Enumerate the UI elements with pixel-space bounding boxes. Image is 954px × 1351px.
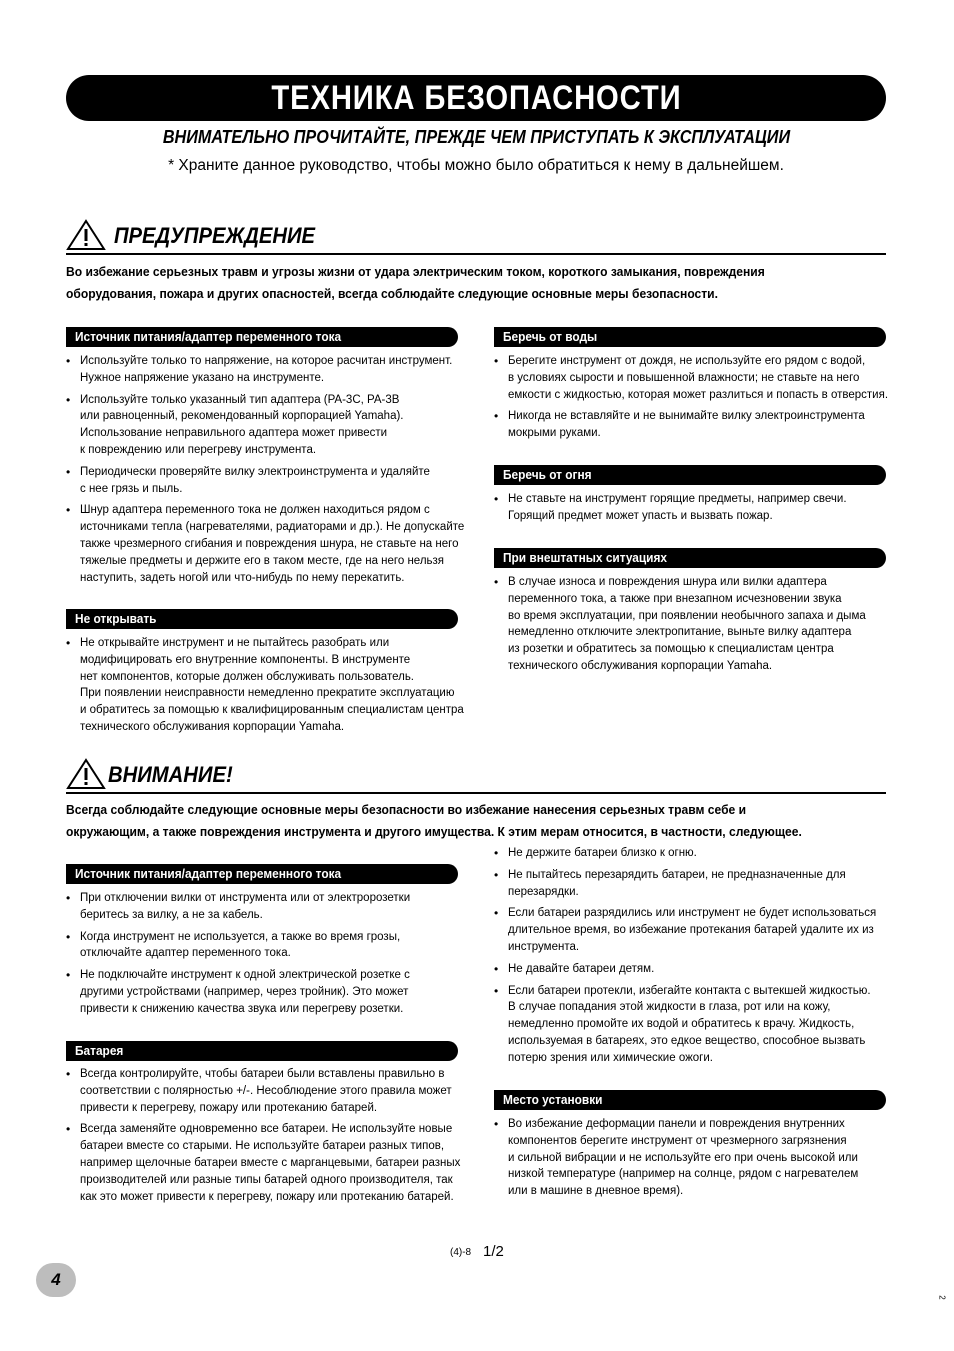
caution-location-title: Место установки	[494, 1090, 886, 1110]
caution-battery-title: Батарея	[66, 1041, 458, 1061]
caution-power-list	[66, 890, 466, 1023]
list-item: • Всегда заменяйте одновременно все батареи. Не используйте новые батареи вместе со старыми. Не используйте батареи разных типов, например щелочные батареи вместе с марганцевыми, батареи разных производителей или разные типы батарей одного производителя, так как это может привести к перегреву, пожару или протеканию батарей.	[66, 1121, 466, 1205]
list-item: • Шнур адаптера переменного тока не должен находиться рядом с источниками тепла (нагревателями, радиаторами и др.). Не допускайте также чрезмерного сгибания и повреждения шнура, не ставьте на него тяжелые предметы и держите его в таком месте, где на него нельзя наступить, задеть ногой или что-нибудь по нему перекатить.	[66, 502, 466, 586]
warning-fire-list	[494, 491, 894, 530]
warning-heading-label: ПРЕДУПРЕЖДЕНИЕ	[114, 223, 316, 248]
list-item: • Не давайте батареи детям.	[494, 961, 894, 978]
list-item: • Используйте только указанный тип адаптера (PA-3C, PA-3B или равноценный, рекомендованный корпорацией Yamaha). Использование неправильного адаптера может привести к повреждению или перегреву инструмента.	[66, 392, 466, 459]
caution-heading	[66, 758, 886, 794]
warning-emergency-list	[494, 574, 894, 680]
warning-water-title: Беречь от воды	[494, 327, 886, 347]
list-item: • Если батареи протекли, избегайте контакта с вытекшей жидкостью. В случае попадания этой жидкости в глаза, рот или на кожу, немедленно промойте их водой и обратитесь к врачу. Жидкость, используемая в батареях, это едкое вещество, способное вызвать потерю зрения или химические ожоги.	[494, 983, 894, 1067]
list-item: • Всегда контролируйте, чтобы батареи были вставлены правильно в соответствии с полярностью +/-. Несоблюдение этого правила может привести к перегреву, пожару или протеканию батарей.	[66, 1066, 466, 1116]
caution-heading-label: ВНИМАНИЕ!	[108, 762, 233, 787]
warning-emergency-title: При внештатных ситуациях	[494, 548, 886, 568]
list-item: • Берегите инструмент от дождя, не используйте его рядом с водой, в условиях сырости и повышенной влажности; не ставьте на него емкости с жидкостью, которая может разлиться и попасть в отверстия.	[494, 353, 894, 403]
list-item: • Не ставьте на инструмент горящие предметы, например свечи. Горящий предмет может упасть и вызвать пожар.	[494, 491, 894, 525]
warning-water-list	[494, 353, 894, 447]
keep-manual-note: * Храните данное руководство, чтобы можно было обратиться к нему в дальнейшем.	[168, 157, 784, 174]
list-item: • Не держите батареи близко к огню.	[494, 845, 894, 862]
doc-code: (4)-8	[450, 1247, 472, 1258]
page-number: 4	[36, 1263, 76, 1297]
caution-triangle-icon	[66, 758, 106, 790]
warning-fire-title: Беречь от огня	[494, 465, 886, 485]
list-item: • В случае износа и повреждения шнура или вилки адаптера переменного тока, а также при внезапном исчезновении звука во время эксплуатации, при появлении необычного запаха и дыма немедленно отключите электропитание, выньте вилку адаптера из розетки и обратитесь за помощью к специалистам центра технического обслуживания корпорации Yamaha.	[494, 574, 894, 675]
caution-intro: Всегда соблюдайте следующие основные меры безопасности во избежание нанесения серьезных травм себе и окружающим, а также повреждения инструмента и другого имущества. К этим мерам относится, в частности, следующее.	[66, 802, 802, 839]
caution-power-title: Источник питания/адаптер переменного тока	[66, 864, 458, 884]
list-item: • Если батареи разрядились или инструмент не будет использоваться длительное время, во избежание протекания батарей удалите их из инструмента.	[494, 905, 894, 955]
warning-no-open-title: Не открывать	[66, 609, 458, 629]
warning-triangle-icon	[66, 219, 106, 251]
caution-battery-list	[66, 1066, 466, 1210]
list-item: • Никогда не вставляйте и не вынимайте вилку электроинструмента мокрыми руками.	[494, 408, 894, 442]
warning-intro: Во избежание серьезных травм и угрозы жизни от удара электрическим током, короткого замыкания, повреждения оборудования, пожара и других опасностей, всегда соблюдайте следующие основные меры безопасности.	[66, 264, 765, 301]
list-item: • Не пытайтесь перезарядить батареи, не предназначенные для перезарядки.	[494, 867, 894, 901]
read-before-use-subtitle: ВНИМАТЕЛЬНО ПРОЧИТАЙТЕ, ПРЕЖДЕ ЧЕМ ПРИСТУПАТЬ К ЭКСПЛУАТАЦИИ	[162, 127, 790, 147]
list-item: • Во избежание деформации панели и повреждения внутренних компонентов берегите инструмент от чрезмерного загрязнения и сильной вибрации и не используйте его при очень высокой или низкой температуре (например на солнце, рядом с нагревателем или в машине в дневное время).	[494, 1116, 894, 1200]
list-item: • Когда инструмент не используется, а также во время грозы, отключайте адаптер переменного тока.	[66, 929, 466, 963]
warning-heading	[66, 219, 886, 255]
page-title: ТЕХНИКА БЕЗОПАСНОСТИ	[66, 75, 886, 121]
list-item: • При отключении вилки от инструмента или от электророзетки беритесь за вилку, а не за кабель.	[66, 890, 466, 924]
warning-power-list	[66, 353, 466, 591]
edge-mark: 2	[937, 1295, 947, 1300]
list-item: • Не открывайте инструмент и не пытайтесь разобрать или модифицировать его внутренние компоненты. В инструменте нет компонентов, которые должен обслуживать пользователь. При появлении неисправности немедленно прекратите эксплуатацию и обратитесь за помощью к квалифицированным специалистам центра технического обслуживания корпорации Yamaha.	[66, 635, 466, 736]
caution-location-list	[494, 1116, 894, 1205]
page-fraction: 1/2	[483, 1243, 504, 1260]
list-item: • Периодически проверяйте вилку электроинструмента и удаляйте с нее грязь и пыль.	[66, 464, 466, 498]
list-item: • Используйте только то напряжение, на которое расчитан инструмент. Нужное напряжение указано на инструменте.	[66, 353, 466, 387]
list-item: • Не подключайте инструмент к одной электрической розетке с другими устройствами (например, через тройник). Это может привести к снижению качества звука или перегреву розетки.	[66, 967, 466, 1017]
caution-battery-more-list	[494, 845, 894, 1072]
warning-no-open-list	[66, 635, 466, 741]
warning-power-title: Источник питания/адаптер переменного тока	[66, 327, 458, 347]
